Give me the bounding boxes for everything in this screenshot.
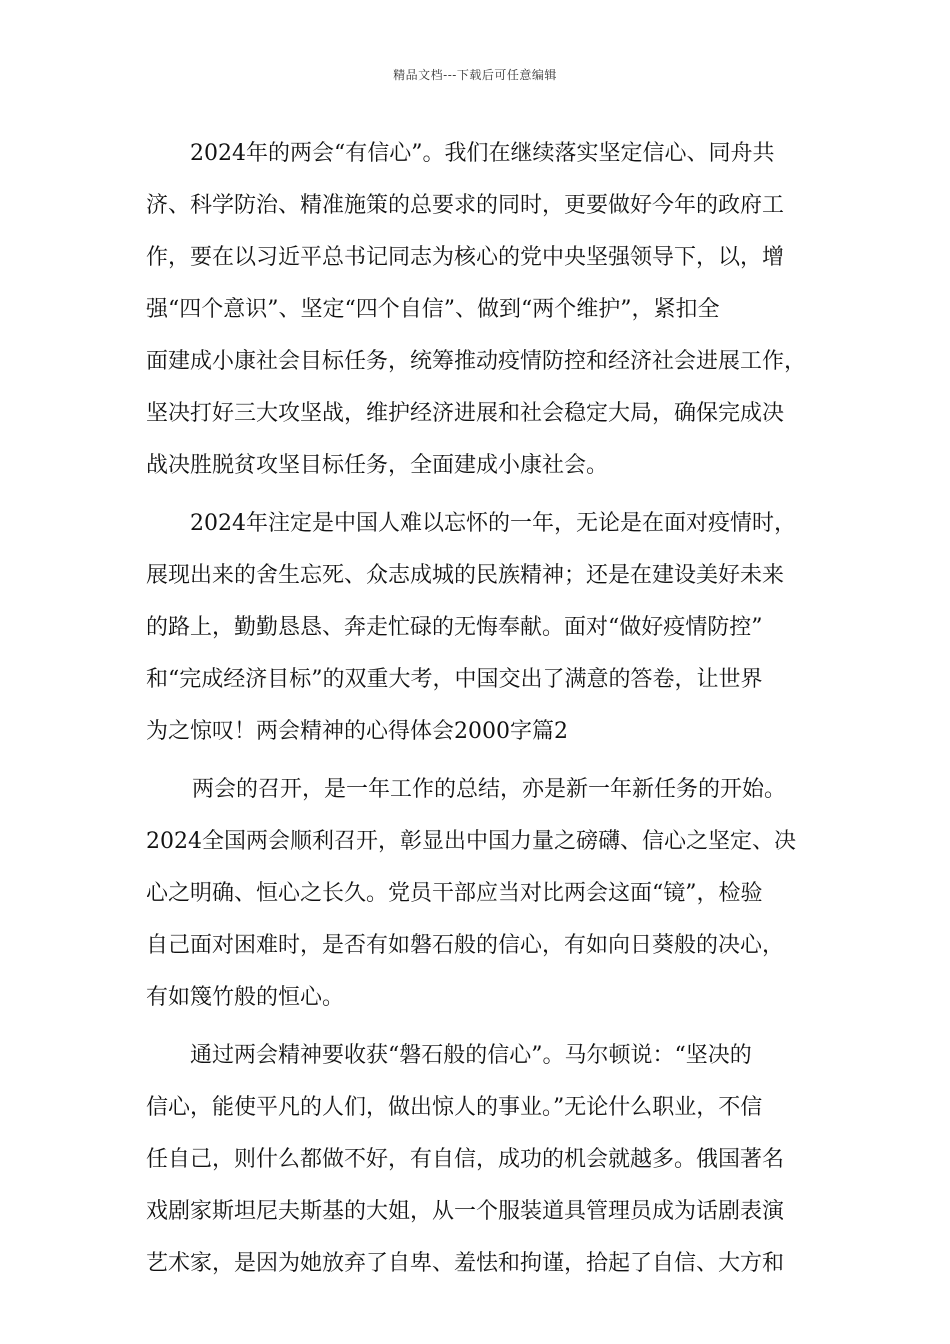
- paragraph-line: 坚决打好三大攻坚战，维护经济进展和社会稳定大局，确保完成决: [146, 401, 785, 426]
- paragraph-line: 两会的召开，是一年工作的总结，亦是新一年新任务的开始。: [192, 777, 787, 802]
- paragraph-line: 强“四个意识”、坚定“四个自信”、做到“两个维护”，紧扣全: [146, 297, 720, 322]
- paragraph-line: 心之明确、恒心之长久。党员干部应当对比两会这面“镜”，检验: [146, 881, 763, 906]
- paragraph-line: 有如篾竹般的恒心。: [146, 985, 345, 1010]
- paragraph-line: 济、科学防治、精准施策的总要求的同时，更要做好今年的政府工: [146, 193, 785, 218]
- paragraph-line: 面建成小康社会目标任务，统筹推动疫情防控和经济社会进展工作，: [146, 349, 807, 374]
- paragraph-line: 2024全国两会顺利召开，彰显出中国力量之磅礴、信心之坚定、决: [146, 829, 796, 854]
- paragraph-line: 任自己，则什么都做不好，有自信，成功的机会就越多。俄国著名: [146, 1147, 785, 1172]
- paragraph-line: 2024年的两会“有信心”。我们在继续落实坚定信心、同舟共: [190, 141, 775, 166]
- paragraph-line: 通过两会精神要收获“磐石般的信心”。马尔顿说：“坚决的: [190, 1043, 752, 1068]
- paragraph-line: 自己面对困难时，是否有如磐石般的信心，有如向日葵般的决心，: [146, 933, 785, 958]
- page-header: 精品文档---下载后可任意编辑: [393, 68, 557, 82]
- paragraph-line: 戏剧家斯坦尼夫斯基的大姐，从一个服装道具管理员成为话剧表演: [146, 1199, 785, 1224]
- paragraph-1: [146, 130, 826, 494]
- paragraph-line: 艺术家，是因为她放弃了自卑、羞怯和拘谨，拾起了自信、大方和: [146, 1251, 785, 1276]
- paragraph-line: 战决胜脱贫攻坚目标任务，全面建成小康社会。: [146, 453, 609, 478]
- paragraph-4: [146, 1032, 826, 1292]
- paragraph-line: 2024年注定是中国人难以忘怀的一年，无论是在面对疫情时，: [190, 511, 796, 536]
- paragraph-2: [146, 500, 826, 760]
- paragraph-line: 为之惊叹！两会精神的心得体会2000字篇2: [146, 719, 568, 744]
- paragraph-line: 信心，能使平凡的人们，做出惊人的事业。”无论什么职业，不信: [146, 1095, 763, 1120]
- paragraph-3: [146, 766, 826, 1026]
- paragraph-line: 展现出来的舍生忘死、众志成城的民族精神；还是在建设美好未来: [146, 563, 785, 588]
- document-body: [146, 130, 826, 1292]
- paragraph-line: 和“完成经济目标”的双重大考，中国交出了满意的答卷，让世界: [146, 667, 763, 692]
- paragraph-line: 作，要在以习近平总书记同志为核心的党中央坚强领导下，以，增: [146, 245, 785, 270]
- paragraph-line: 的路上，勤勤恳恳、奔走忙碌的无悔奉献。面对“做好疫情防控”: [146, 615, 763, 640]
